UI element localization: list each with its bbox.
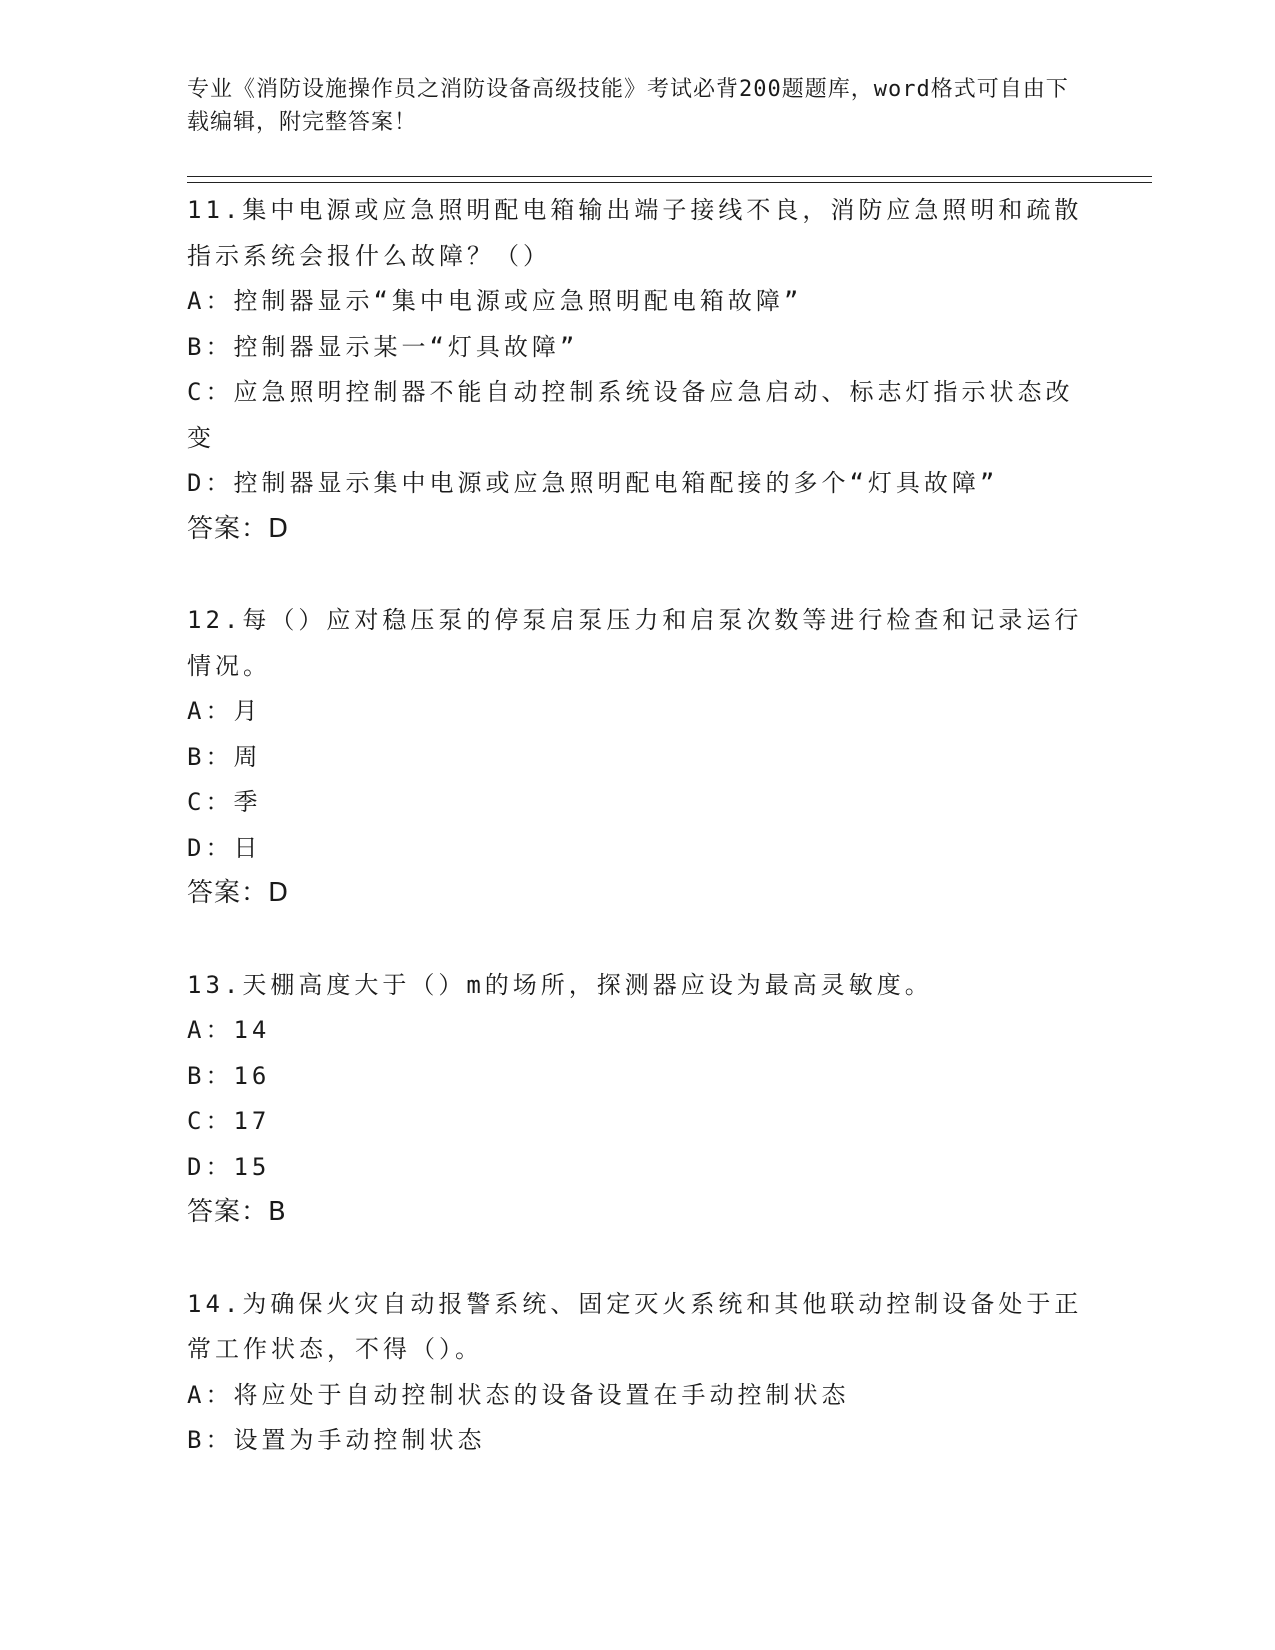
option-key: B： [187,1061,234,1090]
option-d [187,1145,1087,1191]
option-text: 控制器显示某一“灯具故障” [233,332,579,361]
option-b [187,1418,1087,1464]
header-divider-top [187,176,1152,177]
question-block [187,963,1087,1236]
question-block [187,188,1087,552]
option-a [187,1008,1087,1054]
question-text: 为确保火灾自动报警系统、固定灭火系统和其他联动控制设备处于正常工作状态，不得（）。 [187,1289,1083,1363]
document-header [187,73,1077,139]
option-text: 17 [233,1107,271,1135]
question-text: 天棚高度大于（）m的场所，探测器应设为最高灵敏度。 [242,970,933,999]
option-text: 设置为手动控制状态 [233,1426,486,1454]
option-c [187,780,1087,826]
option-key: D： [187,469,234,497]
option-a [187,1373,1087,1419]
option-text: 14 [233,1016,271,1044]
answer-value: D [268,878,290,908]
question-stem [187,598,1087,689]
option-key: B： [187,332,234,361]
option-key: C： [187,378,234,406]
option-key: C： [187,1107,234,1135]
question-list [187,188,1087,1510]
option-text: 16 [233,1061,271,1090]
option-c [187,370,1087,461]
option-text: 将应处于自动控制状态的设备设置在手动控制状态 [233,1380,850,1409]
question-stem [187,188,1087,279]
answer-line [187,507,1087,553]
answer-value: D [268,513,290,544]
question-stem [187,963,1087,1009]
question-text: 集中电源或应急照明配电箱输出端子接线不良，消防应急照明和疏散指示系统会报什么故障？（） [187,196,1083,270]
question-block [187,1282,1087,1464]
option-b [187,1054,1087,1100]
answer-label: 答案： [187,513,269,544]
option-text: 月 [233,697,262,725]
answer-value: B [268,1197,287,1227]
question-number: 12. [187,606,243,634]
answer-label: 答案： [187,1197,269,1227]
option-text: 日 [233,833,262,862]
header-intro-text: 专业《消防设施操作员之消防设备高级技能》考试必背200题题库，word格式可自由下载编辑，附完整答案！ [187,77,1069,135]
question-text: 每（）应对稳压泵的停泵启泵压力和启泵次数等进行检查和记录运行情况。 [187,606,1083,680]
option-d [187,461,1087,507]
option-key: B： [187,742,234,771]
question-block [187,598,1087,917]
answer-label: 答案： [187,878,269,908]
option-text: 控制器显示“集中电源或应急照明配电箱故障” [233,287,803,315]
option-key: A： [187,1016,234,1044]
question-number: 11. [187,196,243,224]
option-text: 周 [233,742,262,771]
option-text: 15 [233,1152,271,1181]
question-number: 13. [187,970,243,999]
option-key: A： [187,1380,234,1409]
option-key: B： [187,1426,234,1454]
option-b [187,325,1087,371]
option-key: C： [187,788,234,816]
question-stem [187,1282,1087,1373]
option-b [187,735,1087,781]
option-key: A： [187,287,234,315]
option-key: D： [187,1152,234,1181]
question-number: 14. [187,1289,243,1318]
header-divider-bottom [187,182,1152,183]
answer-line [187,1190,1087,1236]
option-a [187,279,1087,325]
option-c [187,1099,1087,1145]
option-a [187,689,1087,735]
option-key: A： [187,697,234,725]
option-text: 季 [233,788,262,816]
option-d [187,826,1087,872]
option-key: D： [187,833,234,862]
answer-line [187,871,1087,917]
option-text: 应急照明控制器不能自动控制系统设备应急启动、标志灯指示状态改变 [187,378,1074,452]
option-text: 控制器显示集中电源或应急照明配电箱配接的多个“灯具故障” [233,469,999,497]
